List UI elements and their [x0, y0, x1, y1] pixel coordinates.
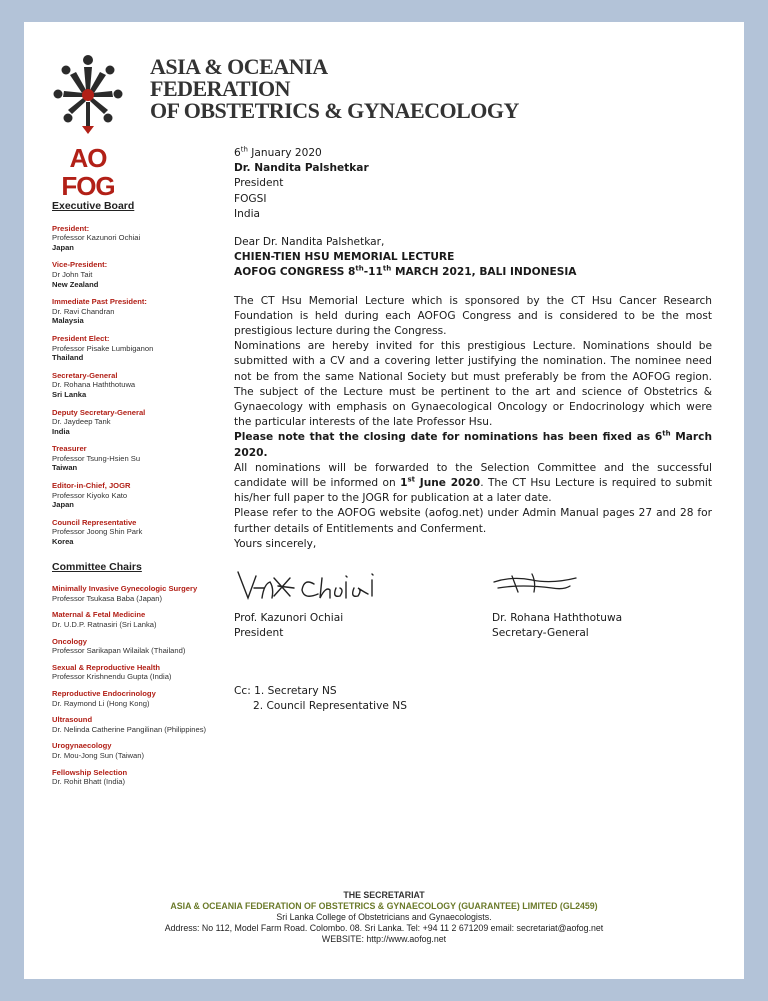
committee-name: Minimally Invasive Gynecologic Surgery — [52, 584, 198, 594]
recipient-line: President — [234, 177, 284, 190]
member-role: Deputy Secretary-General — [52, 407, 146, 417]
member-country: India — [52, 426, 70, 436]
member-name: Dr John Tait — [52, 269, 93, 279]
chair-name: Professor Sarikapan Wilailak (Thailand) — [52, 646, 186, 656]
member-name: Professor Kazunori Ochiai — [52, 233, 141, 243]
executive-member — [52, 371, 232, 400]
aofog-emblem-icon — [46, 50, 130, 136]
member-name: Professor Joong Shin Park — [52, 527, 143, 537]
member-role: President Elect: — [52, 333, 110, 343]
member-role: President: — [52, 223, 90, 233]
executive-member — [52, 518, 232, 547]
federation-name-line1: ASIA & OCEANIA — [150, 54, 328, 79]
committee-name: Ultrasound — [52, 715, 93, 725]
subject-line1: CHIEN-TIEN HSU MEMORIAL LECTURE — [234, 251, 455, 264]
committee-chair — [52, 741, 232, 760]
member-country: Japan — [52, 500, 74, 510]
chair-name: Dr. Rohit Bhatt (India) — [52, 777, 126, 787]
committee-chair — [52, 689, 232, 708]
footer-secretariat: THE SECRETARIAT — [343, 890, 425, 900]
letter-body — [234, 146, 712, 714]
recipient-line: India — [234, 207, 260, 220]
executive-member — [52, 444, 232, 473]
signature-secretary-general — [492, 558, 712, 642]
executive-member — [52, 408, 232, 437]
committee-chair — [52, 610, 232, 629]
member-role: Immediate Past President: — [52, 297, 147, 307]
paragraph-5: Please refer to the AOFOG website (aofog.net) under Admin Manual pages 27 and 28 for further details of Entitlements and Conferment. — [234, 507, 712, 535]
committee-name: Oncology — [52, 636, 88, 646]
member-country: Taiwan — [52, 463, 78, 473]
committee-name: Reproductive Endocrinology — [52, 688, 156, 698]
member-role: Council Representative — [52, 517, 137, 527]
member-name: Professor Tsung-Hsien Su — [52, 453, 141, 463]
executive-board-heading: Executive Board — [52, 200, 135, 212]
committee-name: Maternal & Fetal Medicine — [52, 610, 146, 620]
committee-name: Urogynaecology — [52, 741, 112, 751]
cc-line: Cc: 1. Secretary NS — [234, 685, 337, 698]
executive-member — [52, 297, 232, 326]
paragraph-1: The CT Hsu Memorial Lecture which is sponsored by the CT Hsu Cancer Research Foundation is held during each AOFOG Congress and is considered to be the most prestigious lecture during the Congress. — [234, 294, 712, 338]
member-country: Korea — [52, 537, 74, 547]
member-country: Japan — [52, 242, 74, 252]
executive-member — [52, 260, 232, 289]
signatory-title: President — [234, 627, 284, 640]
federation-name-line3: OF OBSTETRICS & GYNAECOLOGY — [150, 98, 519, 123]
cc-line: 2. Council Representative NS — [253, 700, 407, 713]
member-name: Dr. Ravi Chandran — [52, 306, 115, 316]
member-country: Malaysia — [52, 316, 84, 326]
letter-subject — [234, 250, 712, 280]
member-country: Sri Lanka — [52, 389, 87, 399]
chair-name: Professor Krishnendu Gupta (India) — [52, 672, 172, 682]
letter-page — [24, 22, 744, 979]
recipient-name: Dr. Nandita Palshetkar — [234, 162, 369, 175]
signatory-title: Secretary-General — [492, 627, 589, 640]
chair-name: Dr. U.D.P. Ratnasiri (Sri Lanka) — [52, 620, 157, 629]
committee-chairs-heading: Committee Chairs — [52, 560, 142, 573]
chair-name: Dr. Raymond Li (Hong Kong) — [52, 698, 150, 708]
member-role: Editor-in-Chief, JOGR — [52, 481, 131, 491]
committee-chair — [52, 768, 232, 787]
footer — [24, 890, 744, 945]
member-country: Thailand — [52, 353, 84, 363]
footer-website: WEBSITE: http://www.aofog.net — [321, 934, 447, 944]
committee-chairs-list — [52, 584, 232, 787]
paragraph-4: All nominations will be forwarded to the Selection Committee and the successful candidate will be informed on 1st June 2020. The CT Hsu Lecture is required to submit his/her full paper to the JOGR for publication at a later date. — [234, 461, 712, 505]
paragraph-2: Nominations are hereby invited for this prestigious Lecture. Nominations should be submitted with a CV and a covering letter justifying the nomination. The nominee need not be from the same National Society but must preferably be from the AOFOG region. The subject of the Lecture must be pertinent to the art and science of Obstetrics & Gynaecology with emphasis on Gynaecological Oncology or Endocrinology which were the particular interests of the late Professor Hsu. — [234, 340, 712, 429]
chair-name: Dr. Nelinda Catherine Pangilinan (Philippines) — [52, 724, 207, 734]
chair-name: Professor Tsukasa Baba (Japan) — [52, 593, 163, 603]
recipient-address — [234, 161, 712, 222]
committee-chair — [52, 637, 232, 656]
sidebar — [52, 202, 232, 794]
executive-board-list — [52, 224, 232, 547]
secretary-general-signature-icon — [492, 558, 662, 606]
aofog-logo-text: AO FOG — [61, 143, 115, 201]
committee-name: Fellowship Selection — [52, 767, 128, 777]
member-role: Secretary-General — [52, 370, 118, 380]
executive-member — [52, 334, 232, 363]
member-role: Vice-President: — [52, 260, 108, 270]
committee-chair — [52, 663, 232, 682]
member-name: Dr. Jaydeep Tank — [52, 417, 111, 427]
salutation: Dear Dr. Nandita Palshetkar, — [234, 236, 385, 249]
footer-address: Address: No 112, Model Farm Road. Colombo. 08. Sri Lanka. Tel: +94 11 2 671209 email: secretariat@aofog.net — [164, 923, 604, 933]
subject-line2: AOFOG CONGRESS 8th-11th MARCH 2021, BALI INDONESIA — [234, 264, 577, 279]
member-name: Professor Kiyoko Kato — [52, 490, 128, 500]
signature-block — [234, 558, 712, 650]
letter-date: 6th January 2020 — [234, 145, 322, 159]
carbon-copy-list — [234, 684, 712, 714]
committee-chair — [52, 584, 232, 603]
member-name: Professor Pisake Lumbiganon — [52, 343, 154, 353]
executive-member — [52, 481, 232, 510]
signature-president — [234, 558, 454, 642]
federation-name-line2: FEDERATION — [150, 76, 291, 101]
member-role: Treasurer — [52, 444, 87, 454]
committee-name: Sexual & Reproductive Health — [52, 662, 161, 672]
federation-name — [150, 56, 519, 122]
recipient-line: FOGSI — [234, 192, 267, 205]
footer-college: Sri Lanka College of Obstetricians and Gynaecologists. — [276, 912, 492, 922]
member-country: New Zealand — [52, 279, 99, 289]
member-name: Dr. Rohana Haththotuwa — [52, 380, 136, 390]
closing-date-notice: Please note that the closing date for nominations has been fixed as 6th March 2020. — [234, 429, 712, 459]
committee-chair — [52, 715, 232, 734]
closing: Yours sincerely, — [234, 537, 317, 550]
signatory-name: Dr. Rohana Haththotuwa — [492, 612, 623, 625]
signatory-name: Prof. Kazunori Ochiai — [234, 612, 344, 625]
executive-member — [52, 224, 232, 253]
president-signature-icon — [234, 558, 404, 606]
chair-name: Dr. Mou-Jong Sun (Taiwan) — [52, 750, 145, 760]
footer-org-name: ASIA & OCEANIA FEDERATION OF OBSTETRICS & GYNAECOLOGY (GUARANTEE) LIMITED (GL2459) — [170, 901, 598, 911]
